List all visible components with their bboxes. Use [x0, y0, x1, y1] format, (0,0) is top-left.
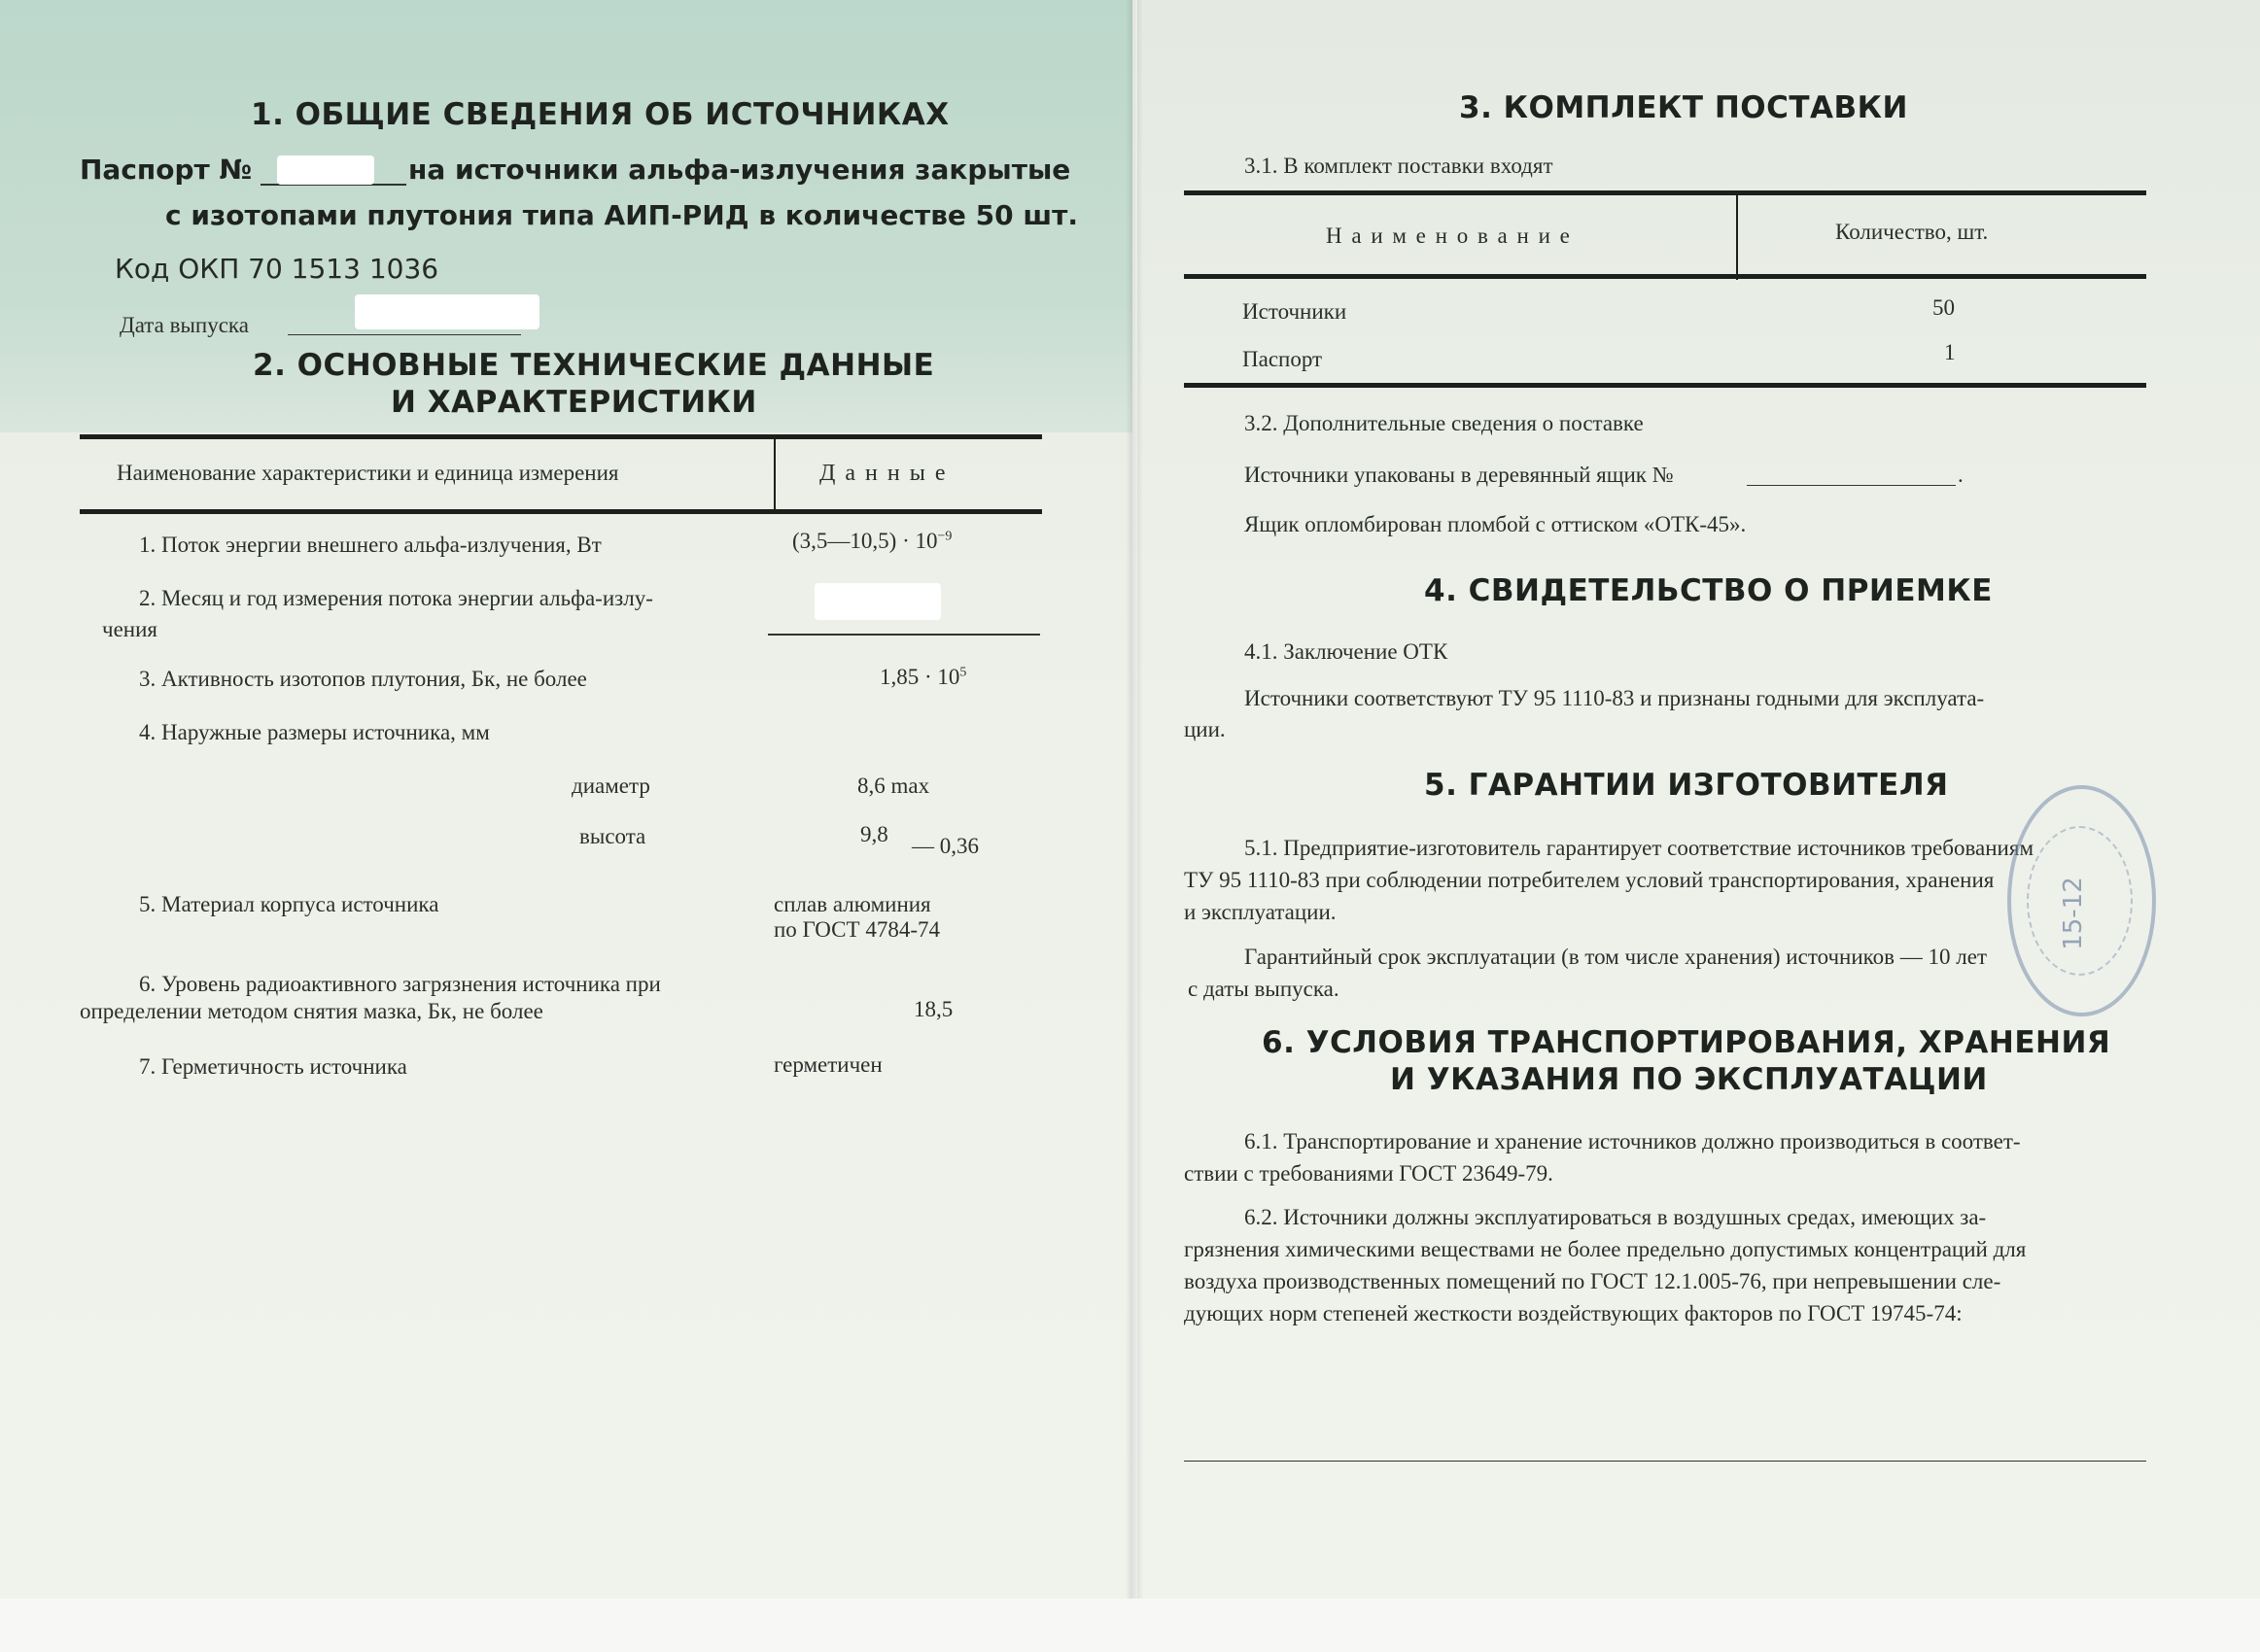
column-header-name: Наименование характеристики и единица измерения	[117, 461, 619, 485]
section-6-1-line-2: ствии с требованиями ГОСТ 23649-79.	[1184, 1161, 1553, 1186]
packing-text: Источники упакованы в деревянный ящик №	[1244, 463, 1674, 487]
section-4-1: 4.1. Заключение ОТК	[1244, 639, 1448, 664]
row-2-label-a: 2. Месяц и год измерения потока энергии альфа-излу-	[139, 586, 653, 610]
redacted-passport-number	[277, 155, 374, 185]
row-6-label-b: определении методом снятия мазка, Бк, не более	[80, 999, 543, 1023]
section-3-title: 3. КОМПЛЕКТ ПОСТАВКИ	[1459, 90, 1908, 125]
row-5-value-1: сплав алюминия	[774, 892, 931, 916]
section-3-2: 3.2. Дополнительные сведения о поставке	[1244, 411, 1644, 435]
row-3-value-exponent: 5	[959, 665, 967, 680]
section-6-2-line-1: 6.2. Источники должны эксплуатироваться в воздушных средах, имеющих за-	[1244, 1205, 1987, 1229]
section-6-2-line-3: воздуха производственных помещений по ГОСТ 12.1.005-76, при непревышении сле-	[1184, 1269, 2001, 1293]
row-1-label: 1. Поток энергии внешнего альфа-излучения, Вт	[139, 533, 602, 557]
section-2-title-1: 2. ОСНОВНЫЕ ТЕХНИЧЕСКИЕ ДАННЫЕ	[253, 348, 935, 383]
supply-table-bottom-rule	[1184, 383, 2146, 388]
section-6-2-line-4: дующих норм степеней жесткости воздействующих факторов по ГОСТ 19745-74:	[1184, 1301, 1963, 1325]
table-header-rule	[80, 509, 1042, 514]
box-number-line	[1747, 485, 1956, 486]
passport-suffix: на источники альфа-излучения закрытые	[408, 154, 1071, 186]
row-7-value: герметичен	[774, 1052, 883, 1077]
table-top-rule	[80, 434, 1042, 439]
supply-col-qty: Количество, шт.	[1835, 220, 1989, 244]
supply-table-top-rule	[1184, 190, 2146, 195]
redacted-measurement-date	[815, 583, 941, 620]
passport-line-2: с изотопами плутония типа АИП-РИД в количестве 50 шт.	[165, 199, 1078, 231]
supply-row-2-name: Паспорт	[1242, 347, 1323, 371]
diameter-label: диаметр	[572, 774, 650, 798]
row-5-label: 5. Материал корпуса источника	[139, 892, 439, 916]
otk-stamp-text: 15-12	[2058, 877, 2088, 950]
section-5-1-line-2: ТУ 95 1110-83 при соблюдении потребителем условий транспортирования, хранения	[1184, 868, 1995, 892]
section-5-title: 5. ГАРАНТИИ ИЗГОТОВИТЕЛЯ	[1424, 768, 1949, 803]
page-fold	[1126, 0, 1143, 1599]
footer-rule	[1184, 1461, 2146, 1462]
section-6-2-line-2: грязнения химическими веществами не более предельно допустимых концентраций для	[1184, 1237, 2027, 1261]
section-4-text-2: ции.	[1184, 717, 1226, 741]
section-4-text-1: Источники соответствуют ТУ 95 1110-83 и признаны годными для эксплуата-	[1244, 686, 1985, 710]
supply-table-header-rule	[1184, 274, 2146, 279]
section-2-title-2: И ХАРАКТЕРИСТИКИ	[391, 385, 757, 420]
row-2-value-line	[768, 634, 1040, 636]
supply-col-name: Н а и м е н о в а н и е	[1326, 224, 1572, 248]
row-6-label-a: 6. Уровень радиоактивного загрязнения источника при	[139, 972, 661, 996]
height-tolerance: — 0,36	[912, 834, 979, 858]
row-7-label: 7. Герметичность источника	[139, 1054, 407, 1079]
supply-row-1-name: Источники	[1242, 299, 1347, 324]
section-1-title: 1. ОБЩИЕ СВЕДЕНИЯ ОБ ИСТОЧНИКАХ	[251, 97, 950, 132]
redacted-issue-date	[355, 294, 539, 329]
warranty-line-1: Гарантийный срок эксплуатации (в том числе хранения) источников — 10 лет	[1244, 945, 1988, 969]
row-3-value-base: 1,85 · 10	[880, 665, 960, 689]
section-6-1-line-1: 6.1. Транспортирование и хранение источников должно производиться в соответ-	[1244, 1129, 2021, 1153]
supply-row-1-qty: 50	[1932, 295, 1955, 320]
row-1-value-base: (3,5—10,5) · 10	[792, 529, 938, 553]
diameter-value: 8,6 max	[857, 774, 930, 798]
issue-date-label: Дата выпуска	[120, 313, 249, 337]
row-5-value-2: по ГОСТ 4784-74	[774, 917, 940, 942]
section-3-1: 3.1. В комплект поставки входят	[1244, 154, 1553, 178]
section-6-title-1: 6. УСЛОВИЯ ТРАНСПОРТИРОВАНИЯ, ХРАНЕНИЯ	[1262, 1025, 2111, 1060]
height-value: 9,8	[860, 822, 888, 846]
section-4-title: 4. СВИДЕТЕЛЬСТВО О ПРИЕМКЕ	[1424, 573, 1993, 608]
row-3-value	[880, 665, 966, 690]
column-header-data: Д а н н ы е	[819, 461, 948, 486]
row-2-label-b: чения	[102, 617, 157, 641]
supply-table-divider	[1736, 194, 1738, 280]
row-1-value	[792, 529, 952, 554]
row-1-value-exponent: −9	[937, 529, 953, 544]
issue-date-line	[288, 334, 521, 335]
section-5-1-line-1: 5.1. Предприятие-изготовитель гарантирует соответствие источников требованиям	[1244, 836, 2034, 860]
row-3-label: 3. Активность изотопов плутония, Бк, не более	[139, 667, 587, 691]
left-page	[0, 0, 1132, 1599]
row-6-value: 18,5	[914, 997, 954, 1021]
height-label: высота	[579, 824, 646, 848]
row-4-label: 4. Наружные размеры источника, мм	[139, 720, 490, 744]
section-5-1-line-3: и эксплуатации.	[1184, 900, 1337, 924]
supply-row-2-qty: 1	[1944, 340, 1956, 364]
passport-prefix: Паспорт №	[80, 154, 253, 186]
okp-code: Код ОКП 70 1513 1036	[115, 253, 439, 285]
table-column-divider	[774, 439, 776, 509]
sealing-text: Ящик опломбирован пломбой с оттиском «ОТК-45».	[1244, 512, 1747, 536]
warranty-line-2: с даты выпуска.	[1188, 977, 1339, 1001]
scan-margin	[0, 1599, 2260, 1652]
section-6-title-2: И УКАЗАНИЯ ПО ЭКСПЛУАТАЦИИ	[1390, 1062, 1988, 1097]
packing-end: .	[1958, 463, 1964, 487]
